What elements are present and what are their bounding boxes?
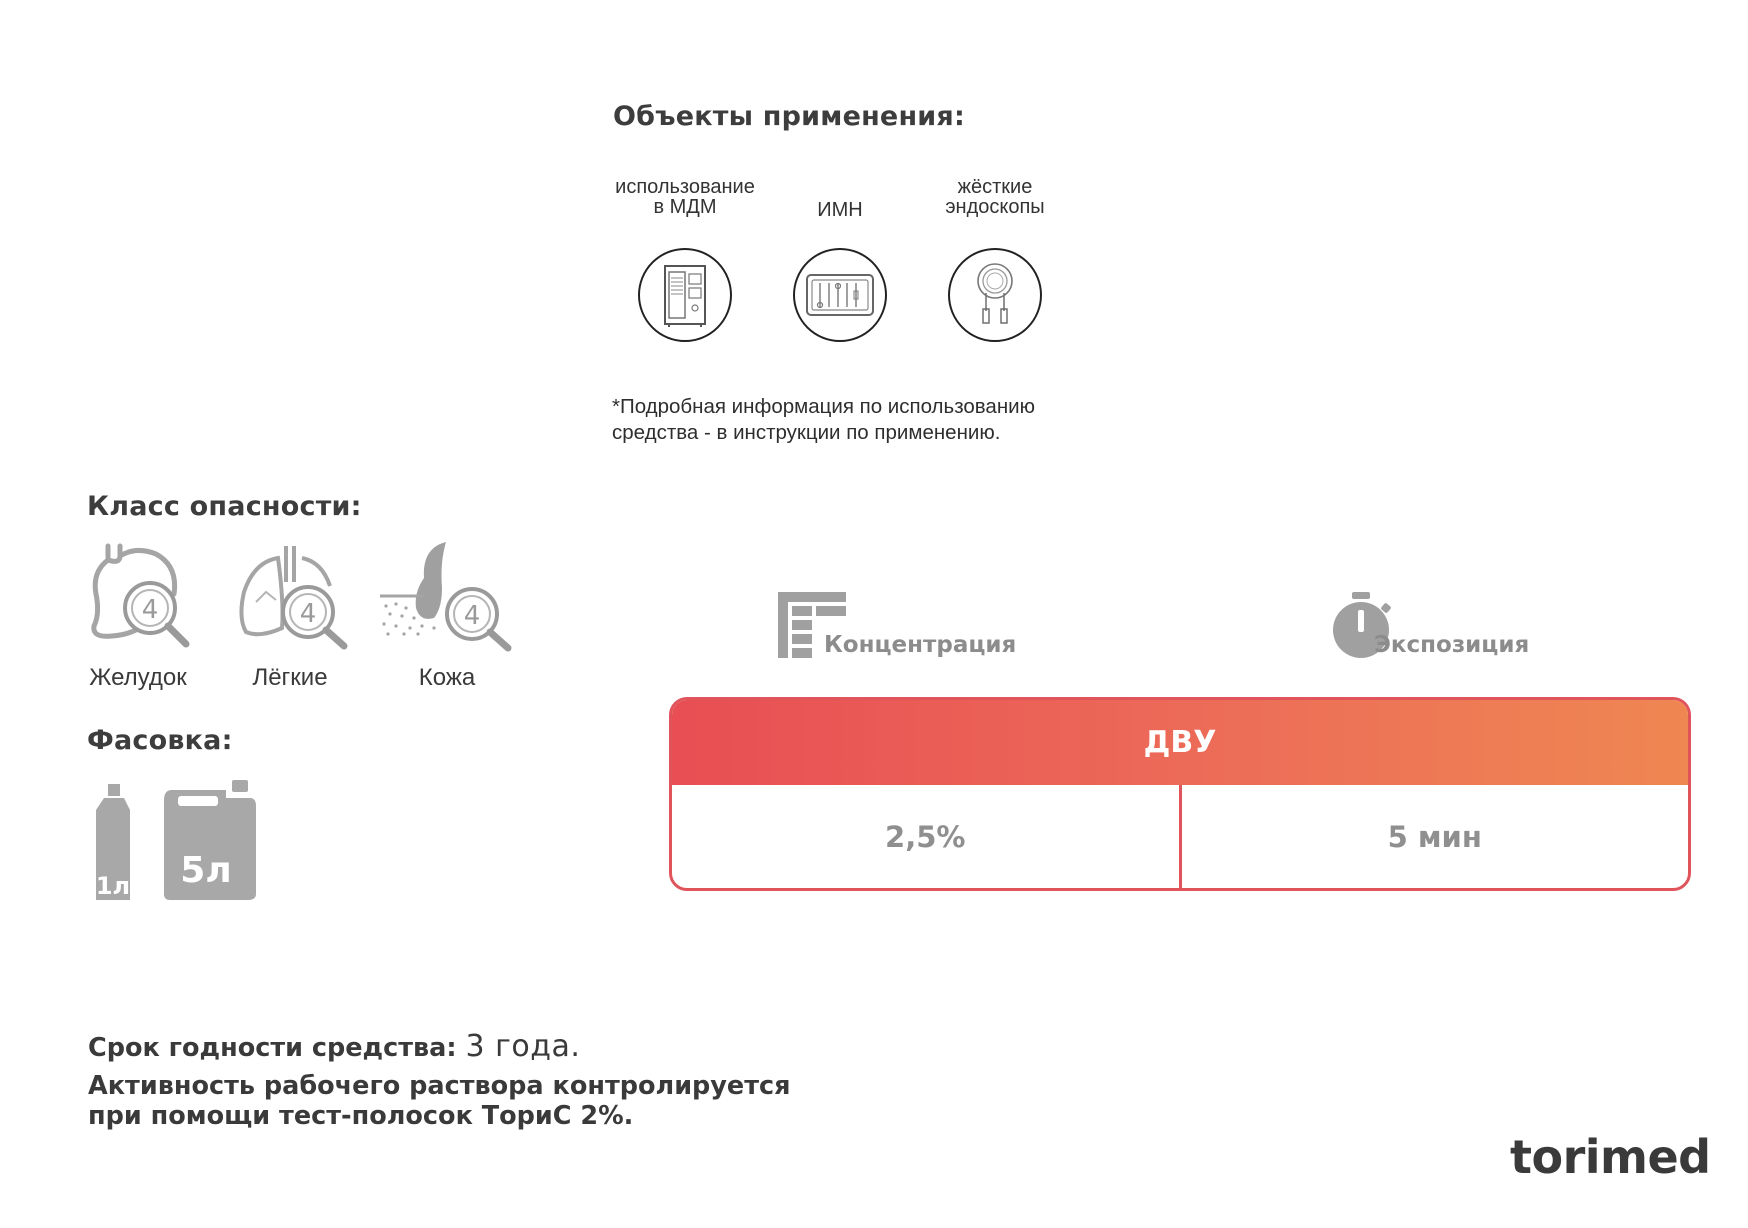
activity-note-line-2: при помощи тест-полосок ТориС 2%.	[88, 1101, 634, 1131]
hazard-item-stomach	[86, 542, 196, 650]
object-item-endoscopes	[948, 248, 1042, 342]
stomach-icon	[86, 542, 196, 650]
stomach-hazard-class: 4	[141, 595, 159, 625]
table-row	[672, 785, 1688, 888]
activity-note	[88, 1071, 791, 1131]
objects-heading: Объекты применения:	[613, 101, 965, 132]
object-label-endoscopes: жёсткие эндоскопы	[945, 176, 1045, 218]
hazard-label-stomach: Желудок	[89, 664, 187, 691]
object-label-imn: ИМН	[817, 199, 863, 221]
washer-disinfector-icon	[655, 262, 715, 328]
skin-icon	[376, 538, 518, 652]
packaging-heading: Фасовка:	[87, 725, 233, 756]
hazard-item-lungs	[236, 542, 352, 650]
hazard-label-lungs: Лёгкие	[252, 664, 328, 691]
concentration-header	[778, 592, 1018, 662]
lungs-hazard-class: 4	[299, 599, 317, 629]
concentration-value: 2,5%	[885, 819, 966, 854]
pack-item-5l	[160, 776, 260, 902]
object-item-imn	[793, 248, 887, 342]
hazard-item-skin	[376, 538, 518, 652]
parameters-table	[669, 697, 1691, 891]
usage-note-line-2: средства - в инструкции по применению.	[612, 421, 1001, 444]
bottle-icon	[90, 782, 140, 902]
hazard-label-skin: Кожа	[418, 664, 476, 691]
medical-instruments-tray-icon	[804, 269, 876, 321]
usage-note	[612, 394, 1035, 446]
pack-item-1l	[90, 782, 140, 902]
shelf-life-label: Срок годности средства:	[88, 1033, 457, 1063]
object-item-mdm	[638, 248, 732, 342]
usage-note-line-1: *Подробная информация по использованию	[612, 395, 1035, 418]
table-header-dvu: ДВУ	[672, 700, 1688, 785]
lungs-icon	[236, 542, 352, 650]
concentration-label: Концентрация	[824, 632, 1017, 658]
endoscope-icon	[965, 259, 1025, 331]
exposure-value: 5 мин	[1179, 785, 1689, 888]
shelf-life	[88, 1029, 581, 1064]
activity-note-line-1: Активность рабочего раствора контролируется	[88, 1071, 791, 1101]
exposure-header	[1330, 592, 1550, 662]
shelf-life-value: 3 года.	[465, 1029, 581, 1064]
bottle-volume: 1л	[95, 872, 131, 900]
canister-icon	[160, 776, 260, 902]
canister-volume: 5л	[180, 850, 232, 891]
hazard-heading: Класс опасности:	[87, 491, 362, 522]
object-label-mdm: использование в МДМ	[615, 176, 755, 218]
torimed-logo: torimed	[1510, 1130, 1711, 1184]
exposure-label: Экспозиция	[1374, 632, 1530, 658]
skin-hazard-class: 4	[463, 601, 481, 631]
